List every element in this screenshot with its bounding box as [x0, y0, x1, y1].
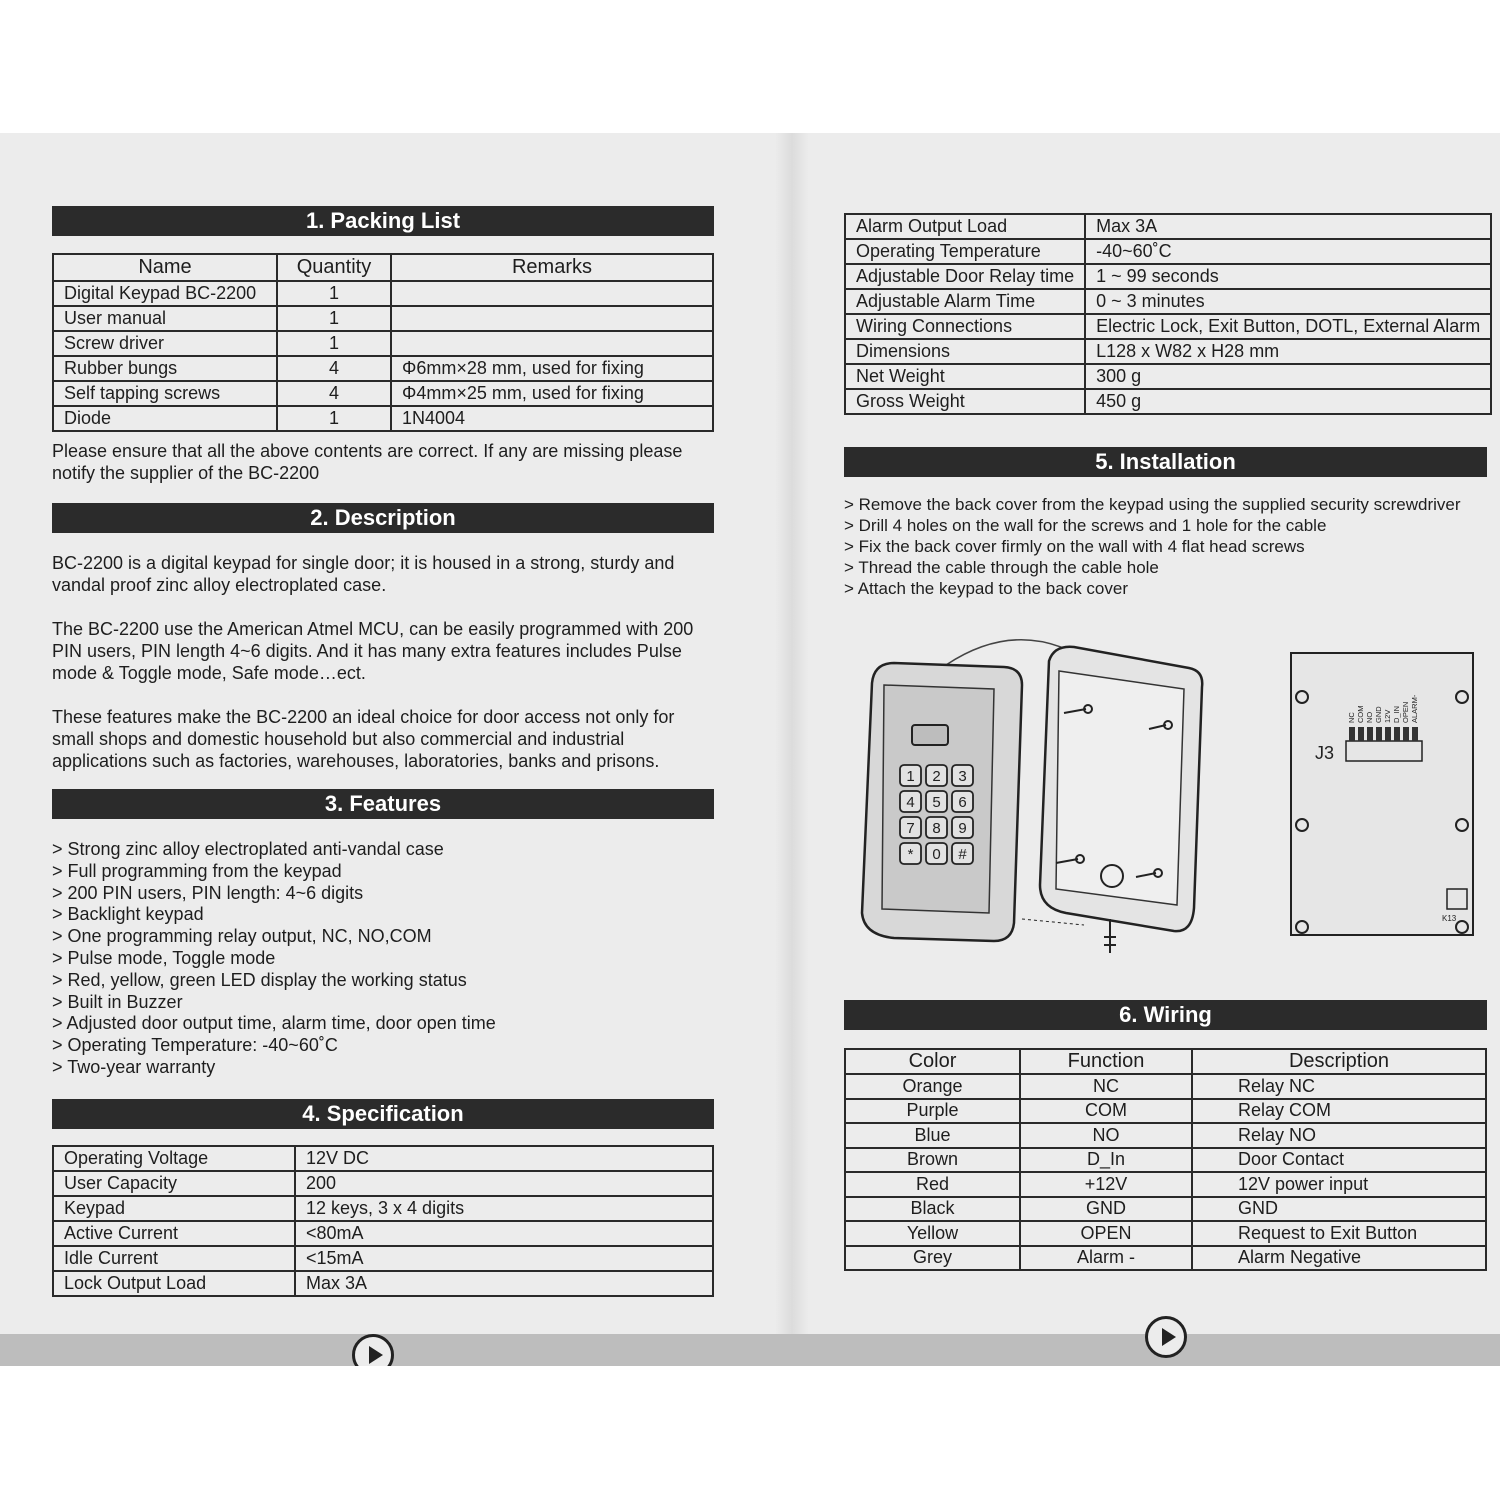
spec-label: User Capacity	[53, 1171, 295, 1196]
cell-quantity: 1	[277, 306, 391, 331]
list-item: > Remove the back cover from the keypad using the supplied security screwdriver	[844, 495, 1461, 514]
list-item: > Strong zinc alloy electroplated anti-vandal case	[52, 839, 444, 859]
list-item: > Two-year warranty	[52, 1056, 216, 1077]
table-row	[845, 1246, 1486, 1271]
table-row	[53, 1246, 713, 1271]
keypad-key	[900, 791, 921, 812]
cell-function: NC	[1020, 1074, 1192, 1099]
svg-text:4: 4	[906, 794, 915, 811]
cell-description: Request to Exit Button	[1192, 1221, 1486, 1246]
list-item: > Full programming from the keypad	[52, 860, 342, 881]
cell-quantity: 4	[277, 381, 391, 406]
header-quantity: Quantity	[277, 254, 391, 281]
header-description: Description	[1192, 1049, 1486, 1074]
next-page-icon[interactable]	[1145, 1316, 1187, 1358]
cell-description: GND	[1192, 1197, 1486, 1222]
board-label-j3: J3	[1315, 743, 1335, 763]
cell-description: Relay NC	[1192, 1074, 1486, 1099]
table-row	[53, 1271, 713, 1296]
table-row	[845, 1197, 1486, 1222]
table-row	[845, 289, 1491, 314]
pin-label: NC	[1347, 712, 1356, 723]
cell-color: Brown	[845, 1148, 1020, 1173]
description-paragraph-1: BC-2200 is a digital keypad for single door; it is housed in a strong, sturdy and vandal proof zinc alloy electroplated case.	[52, 553, 675, 595]
svg-text:5: 5	[932, 794, 941, 811]
list-item: > Backlight keypad	[52, 904, 204, 925]
table-row	[845, 1099, 1486, 1124]
svg-text:1: 1	[906, 768, 915, 785]
cell-color: Black	[845, 1197, 1020, 1222]
list-item: > Thread the cable through the cable hole	[844, 558, 1159, 577]
list-item: > Operating Temperature: -40~60˚C	[52, 1035, 338, 1056]
cell-description: Relay COM	[1192, 1099, 1486, 1124]
cell-color: Red	[845, 1172, 1020, 1197]
list-item: > One programming relay output, NC, NO,COM	[52, 926, 432, 947]
list-item: > 200 PIN users, PIN length: 4~6 digits	[52, 882, 364, 903]
spec-label: Gross Weight	[845, 389, 1085, 414]
table-row	[53, 281, 713, 306]
keypad-key	[926, 765, 947, 786]
table-row	[845, 264, 1491, 289]
pin-label: GND	[1374, 706, 1383, 723]
cell-function: +12V	[1020, 1172, 1192, 1197]
description-paragraph-3: These features make the BC-2200 an ideal choice for door access not only for small shops and domestic household but also commercial and industrial applications such as factories, warehouses, laboratories, banks and prisons.	[52, 707, 675, 771]
cell-quantity: 1	[277, 281, 391, 306]
table-row	[845, 214, 1491, 239]
specification-table	[52, 1145, 714, 1297]
list-item: > Drill 4 holes on the wall for the screws and 1 hole for the cable	[844, 516, 1327, 535]
svg-text:7: 7	[906, 820, 915, 837]
cell-name: Self tapping screws	[53, 381, 277, 406]
cell-name: User manual	[53, 306, 277, 331]
page-fold	[775, 133, 809, 1366]
spec-label: Adjustable Door Relay time	[845, 264, 1085, 289]
wiring-title: 6. Wiring	[844, 1000, 1487, 1030]
cell-color: Purple	[845, 1099, 1020, 1124]
installation-title: 5. Installation	[844, 447, 1487, 477]
cell-remarks: 1N4004	[391, 406, 713, 431]
pin-block	[1385, 727, 1391, 741]
cell-function: OPEN	[1020, 1221, 1192, 1246]
table-row	[53, 356, 713, 381]
pin-block	[1367, 727, 1373, 741]
spec-value: 0 ~ 3 minutes	[1085, 289, 1491, 314]
spec-value: 450 g	[1085, 389, 1491, 414]
table-row	[845, 1172, 1486, 1197]
table-row	[53, 1196, 713, 1221]
table-header-row	[845, 1049, 1486, 1074]
svg-text:3: 3	[958, 768, 967, 785]
pin-block	[1358, 727, 1364, 741]
pin-block	[1394, 727, 1400, 741]
spec-value: Electric Lock, Exit Button, DOTL, External Alarm	[1085, 314, 1491, 339]
cell-remarks: Φ6mm×28 mm, used for fixing	[391, 356, 713, 381]
manual-spread	[0, 133, 1500, 1366]
svg-text:8: 8	[932, 820, 941, 837]
spec-label: Wiring Connections	[845, 314, 1085, 339]
packing-table	[52, 253, 714, 432]
spec-value: Max 3A	[295, 1271, 713, 1296]
svg-text:#: #	[958, 846, 967, 863]
keypad-key	[952, 791, 973, 812]
header-color: Color	[845, 1049, 1020, 1074]
table-row	[845, 1074, 1486, 1099]
features-list	[52, 839, 714, 1079]
keypad-key	[926, 843, 947, 864]
cell-color: Orange	[845, 1074, 1020, 1099]
list-item: > Attach the keypad to the back cover	[844, 579, 1128, 598]
circuit-board-illustration	[1291, 653, 1473, 935]
table-row	[845, 364, 1491, 389]
spec-label: Idle Current	[53, 1246, 295, 1271]
packing-list-title: 1. Packing List	[52, 206, 714, 236]
keypad-key	[926, 791, 947, 812]
pin-block	[1376, 727, 1382, 741]
spec-value: -40~60˚C	[1085, 239, 1491, 264]
spec-label: Active Current	[53, 1221, 295, 1246]
display-window	[912, 725, 948, 745]
spec-label: Adjustable Alarm Time	[845, 289, 1085, 314]
cell-name: Digital Keypad BC-2200	[53, 281, 277, 306]
spec-value: 12 keys, 3 x 4 digits	[295, 1196, 713, 1221]
table-row	[53, 1146, 713, 1171]
spec-value: 200	[295, 1171, 713, 1196]
pin-label: 12V	[1383, 709, 1392, 723]
list-item: > Red, yellow, green LED display the working status	[52, 969, 467, 990]
cell-remarks	[391, 306, 713, 331]
bottom-band	[0, 1334, 1500, 1366]
keypad-key	[900, 843, 921, 864]
spec-label: Lock Output Load	[53, 1271, 295, 1296]
cell-description: Alarm Negative	[1192, 1246, 1486, 1271]
wiring-table	[844, 1048, 1487, 1271]
cell-name: Screw driver	[53, 331, 277, 356]
table-row	[845, 314, 1491, 339]
cell-function: COM	[1020, 1099, 1192, 1124]
description-paragraph-2: The BC-2200 use the American Atmel MCU, can be easily programmed with 200 PIN users, PIN length 4~6 digits. And it has many extra features includes Pulse mode & Toggle mode, Safe mode…ect.	[52, 619, 694, 683]
spec-value: 12V DC	[295, 1146, 713, 1171]
table-row	[53, 306, 713, 331]
table-row	[845, 389, 1491, 414]
svg-text:0: 0	[932, 846, 941, 863]
packing-note: Please ensure that all the above contents are correct. If any are missing please notify the supplier of the BC-2200	[52, 441, 683, 483]
table-row	[845, 239, 1491, 264]
table-row	[845, 1221, 1486, 1246]
cell-color: Blue	[845, 1123, 1020, 1148]
spec-label: Operating Temperature	[845, 239, 1085, 264]
table-row	[845, 1148, 1486, 1173]
installation-diagram	[844, 623, 1487, 963]
cell-color: Yellow	[845, 1221, 1020, 1246]
description-title: 2. Description	[52, 503, 714, 533]
cell-remarks	[391, 281, 713, 306]
keypad-key	[952, 765, 973, 786]
svg-text:9: 9	[958, 820, 967, 837]
cell-function: D_In	[1020, 1148, 1192, 1173]
table-row	[53, 1171, 713, 1196]
features-title: 3. Features	[52, 789, 714, 819]
spec-value: <15mA	[295, 1246, 713, 1271]
pin-block	[1412, 727, 1418, 741]
cell-color: Grey	[845, 1246, 1020, 1271]
specification-title: 4. Specification	[52, 1099, 714, 1129]
installation-list	[844, 494, 1487, 599]
cell-description: 12V power input	[1192, 1172, 1486, 1197]
header-function: Function	[1020, 1049, 1192, 1074]
spec-label: Net Weight	[845, 364, 1085, 389]
spec-label: Keypad	[53, 1196, 295, 1221]
spec-label: Alarm Output Load	[845, 214, 1085, 239]
spec-value: <80mA	[295, 1221, 713, 1246]
spec-value: L128 x W82 x H28 mm	[1085, 339, 1491, 364]
list-item: > Adjusted door output time, alarm time, door open time	[52, 1013, 496, 1034]
table-row	[53, 331, 713, 356]
spec-value: 1 ~ 99 seconds	[1085, 264, 1491, 289]
board-code: K13	[1442, 914, 1457, 923]
cell-remarks	[391, 331, 713, 356]
pin-label: OPEN	[1401, 701, 1410, 723]
cell-description: Relay NO	[1192, 1123, 1486, 1148]
pin-label: ALARM-	[1410, 694, 1419, 723]
table-row	[53, 381, 713, 406]
keypad-key	[900, 817, 921, 838]
cell-quantity: 4	[277, 356, 391, 381]
cell-name: Diode	[53, 406, 277, 431]
cell-remarks: Φ4mm×25 mm, used for fixing	[391, 381, 713, 406]
table-row	[845, 339, 1491, 364]
specification-table-continued	[844, 213, 1492, 415]
pin-label: COM	[1356, 705, 1365, 723]
keypad-key	[900, 765, 921, 786]
header-name: Name	[53, 254, 277, 281]
table-row	[53, 406, 713, 431]
pin-label: D_IN	[1392, 705, 1401, 723]
spec-value: 300 g	[1085, 364, 1491, 389]
table-row	[53, 1221, 713, 1246]
cell-quantity: 1	[277, 406, 391, 431]
cell-quantity: 1	[277, 331, 391, 356]
keypad-key	[952, 817, 973, 838]
spec-value: Max 3A	[1085, 214, 1491, 239]
svg-text:*: *	[907, 846, 914, 863]
cell-function: NO	[1020, 1123, 1192, 1148]
svg-text:6: 6	[958, 794, 967, 811]
spec-label: Dimensions	[845, 339, 1085, 364]
table-row	[845, 1123, 1486, 1148]
pin-label: NO	[1365, 711, 1374, 723]
list-item: > Built in Buzzer	[52, 991, 183, 1012]
list-item: > Fix the back cover firmly on the wall with 4 flat head screws	[844, 537, 1305, 556]
cell-function: GND	[1020, 1197, 1192, 1222]
table-header-row	[53, 254, 713, 281]
svg-text:2: 2	[932, 768, 941, 785]
list-item: > Pulse mode, Toggle mode	[52, 947, 276, 968]
back-cover-illustration	[1022, 647, 1202, 953]
cell-function: Alarm -	[1020, 1246, 1192, 1271]
cell-name: Rubber bungs	[53, 356, 277, 381]
pin-block	[1349, 727, 1355, 741]
header-remarks: Remarks	[391, 254, 713, 281]
cell-description: Door Contact	[1192, 1148, 1486, 1173]
pin-block	[1403, 727, 1409, 741]
spec-label: Operating Voltage	[53, 1146, 295, 1171]
keypad-key	[952, 843, 973, 864]
keypad-key	[926, 817, 947, 838]
